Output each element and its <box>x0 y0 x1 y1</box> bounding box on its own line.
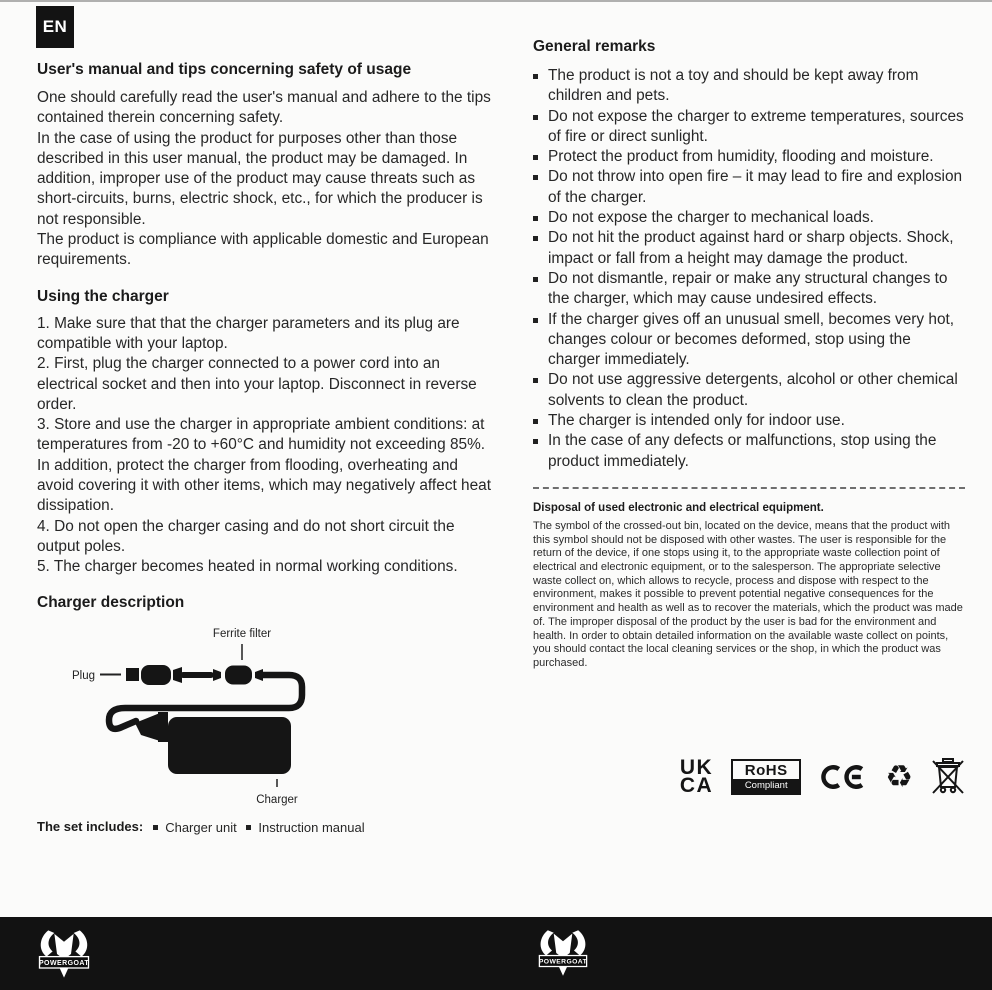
remark-text: Do not hit the product against hard or sharp objects. Shock, impact or fall from a height may damage the product. <box>548 229 954 267</box>
powergoat-wordmark: POWERGOAT <box>538 958 588 966</box>
remark-text: Do not dismantle, repair or make any structural changes to the charger, which may cause undesired effects. <box>548 269 948 308</box>
disposal-body: The symbol of the crossed-out bin, located on the device, means that the product with this symbol should not be disposed with other wastes. The user is responsible for the return of the device, if one stops using it, to the appropriate waste collection point of electrical and electronic equipment, or to the salesperson. The appropriate selective waste collect on, which allows to recycle, process and dispose with respect to the environment, makes it possible to prevent potential negative consequences for the environment and health as well as to recover the materials, which the product was made of. The improper disposal of the product by the user is bad for the environment and health. In order to obtain detailed information on the available waste collect on points, you should contact the local cleaning services or the shop, in which the product was purchased. <box>533 519 963 669</box>
scan-artifact-top-edge <box>0 0 992 2</box>
set-includes-item <box>153 820 237 835</box>
charger-inlet-cone <box>135 713 160 741</box>
remark-item <box>533 167 965 208</box>
remark-item <box>533 310 965 371</box>
numbered-step: 5. The charger becomes heated in normal working conditions. <box>37 558 458 576</box>
remark-text: The charger is intended only for indoor use. <box>548 412 845 430</box>
dashed-divider <box>533 487 965 489</box>
using-section-heading: Using the charger <box>37 287 169 305</box>
powergoat-logo-icon <box>36 924 92 989</box>
bullet-icon <box>533 439 538 444</box>
remark-text: The product is not a toy and should be kept away from children and pets. <box>548 67 919 105</box>
ukca-line2: CA <box>679 773 714 797</box>
weee-crossed-bin-icon <box>931 757 965 797</box>
certification-marks <box>533 757 965 797</box>
remark-text: Protect the product from humidity, flooding and moisture. <box>548 148 934 166</box>
safety-paragraph: The product is compliance with applicable domestic and European requirements. <box>37 231 489 269</box>
set-includes-line <box>37 818 495 835</box>
set-includes-items <box>153 818 370 835</box>
remark-text: If the charger gives off an unusual smell, becomes very hot, changes colour or becomes deformed, stop using the charger immediately. <box>548 310 955 369</box>
ukca-line1: UK <box>679 755 714 779</box>
plug-body <box>141 665 171 685</box>
safety-section-heading: User's manual and tips concerning safety of usage <box>37 61 412 78</box>
powergoat-wordmark: POWERGOAT <box>38 959 90 967</box>
language-badge: EN <box>36 6 74 48</box>
remark-item <box>533 208 965 228</box>
bullet-icon <box>533 236 538 241</box>
recycle-icon: ♻ <box>885 759 913 795</box>
numbered-step: 4. Do not open the charger casing and do not short circuit the output poles. <box>37 517 455 555</box>
numbered-step: 2. First, plug the charger connected to a power cord into an electrical socket and then into your laptop. Disconnect in reverse order. <box>37 355 477 413</box>
bullet-icon <box>533 74 538 79</box>
diagram-label-charger: Charger <box>256 793 298 806</box>
plug-pin <box>126 668 139 681</box>
bullet-icon <box>533 277 538 282</box>
remark-item <box>533 147 965 167</box>
remark-text: In the case of any defects or malfunctions, stop using the product immediately. <box>548 432 937 470</box>
bullet-icon <box>533 378 538 383</box>
rohs-subtitle: Compliant <box>733 779 799 793</box>
bullet-icon <box>533 216 538 221</box>
rohs-title: RoHS <box>744 761 788 779</box>
charger-diagram <box>37 622 477 810</box>
charger-inlet <box>158 712 168 742</box>
set-item-text: Instruction manual <box>258 819 365 835</box>
charger-brick <box>168 717 291 774</box>
remark-item <box>533 107 965 148</box>
description-section-heading: Charger description <box>37 593 185 611</box>
bullet-icon <box>533 115 538 120</box>
ferrite-bead <box>225 665 252 684</box>
remark-item <box>533 431 965 472</box>
remark-item <box>533 66 965 107</box>
right-column <box>533 38 965 797</box>
set-item-text: Charger unit <box>165 819 237 835</box>
safety-intro <box>37 88 495 271</box>
set-includes-label: The set includes: <box>37 818 144 834</box>
remark-item <box>533 228 965 269</box>
remark-text: Do not throw into open fire – it may lead to fire and explosion of the charger. <box>548 168 963 206</box>
bullet-icon <box>533 155 538 160</box>
ukca-mark-icon <box>679 755 714 797</box>
remark-item <box>533 411 965 431</box>
safety-paragraph: In the case of using the product for purposes other than those described in this user manual, the product may be damaged. In addition, improper use of the product may cause threats such as short-circuits, burns, electric shock, etc., for which the producer is not responsible. <box>37 129 483 228</box>
bullet-icon <box>246 825 251 830</box>
bullet-icon <box>533 419 538 424</box>
numbered-step: 3. Store and use the charger in appropriate ambient conditions: at temperatures from -20 to +60°C and humidity not exceeding 85%. In addition, protect the charger from flooding, overheating and avoid covering it with other items, which may negatively affect heat dissipation. <box>37 416 491 515</box>
remark-text: Do not expose the charger to extreme temperatures, sources of fire or direct sunlight. <box>548 107 964 145</box>
disposal-heading: Disposal of used electronic and electrical equipment. <box>533 501 824 514</box>
bullet-icon <box>533 175 538 180</box>
numbered-step: 1. Make sure that that the charger parameters and its plug are compatible with your laptop. <box>37 314 460 352</box>
bullet-icon <box>153 825 158 830</box>
powergoat-logo-icon <box>536 924 590 987</box>
diagram-label-plug: Plug <box>71 669 95 682</box>
remark-item <box>533 269 965 310</box>
ce-mark-icon <box>819 764 867 790</box>
general-remarks-heading: General remarks <box>533 38 656 55</box>
using-steps <box>37 314 495 578</box>
footer-bar <box>0 917 992 990</box>
left-column <box>37 61 495 835</box>
bullet-icon <box>533 318 538 323</box>
general-remarks-list <box>533 66 965 472</box>
rohs-mark-icon <box>731 759 801 795</box>
safety-paragraph: One should carefully read the user's manual and adhere to the tips contained therein concerning safety. <box>37 89 491 127</box>
set-includes-item <box>246 820 364 835</box>
remark-text: Do not expose the charger to mechanical loads. <box>548 209 874 227</box>
diagram-label-ferrite: Ferrite filter <box>212 627 272 640</box>
remark-item <box>533 370 965 411</box>
remark-text: Do not use aggressive detergents, alcohol or other chemical solvents to clean the product. <box>548 371 958 409</box>
